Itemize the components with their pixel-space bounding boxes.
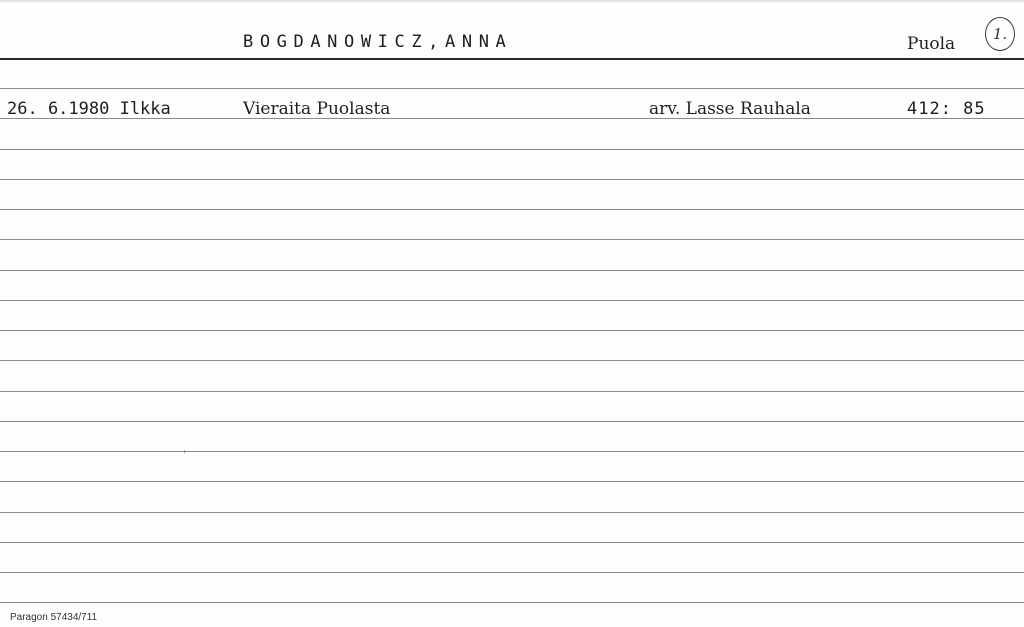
ruled-line [0,481,1024,482]
ruled-line [0,270,1024,271]
country-label: Puola [907,34,956,54]
ruled-line [0,602,1024,603]
entry-title: Vieraita Puolasta [243,99,391,119]
ruled-line [0,542,1024,543]
ruled-line [0,572,1024,573]
ruled-line [0,239,1024,240]
ruled-line [0,421,1024,422]
ruled-line [0,88,1024,89]
entry-date-source: 26. 6.1980 Ilkka [7,99,171,119]
heading-rule [0,58,1024,60]
ruled-line [0,300,1024,301]
ruled-line [0,512,1024,513]
paper-speck [184,450,185,453]
entry-reference: 412: 85 [907,99,986,119]
ruled-line [0,179,1024,180]
entry-reviewer: arv. Lasse Rauhala [649,99,811,119]
ruled-line [0,209,1024,210]
author-name: BOGDANOWICZ,ANNA [243,32,513,52]
ruled-line [0,330,1024,331]
ruled-line [0,360,1024,361]
ruled-line [0,149,1024,150]
card-number-label: 1. [992,25,1008,43]
card-number-circle [985,17,1015,51]
ruled-line [0,451,1024,452]
printer-mark: Paragon 57434/711 [10,612,98,623]
ruled-line [0,391,1024,392]
card-top-edge [0,0,1024,3]
